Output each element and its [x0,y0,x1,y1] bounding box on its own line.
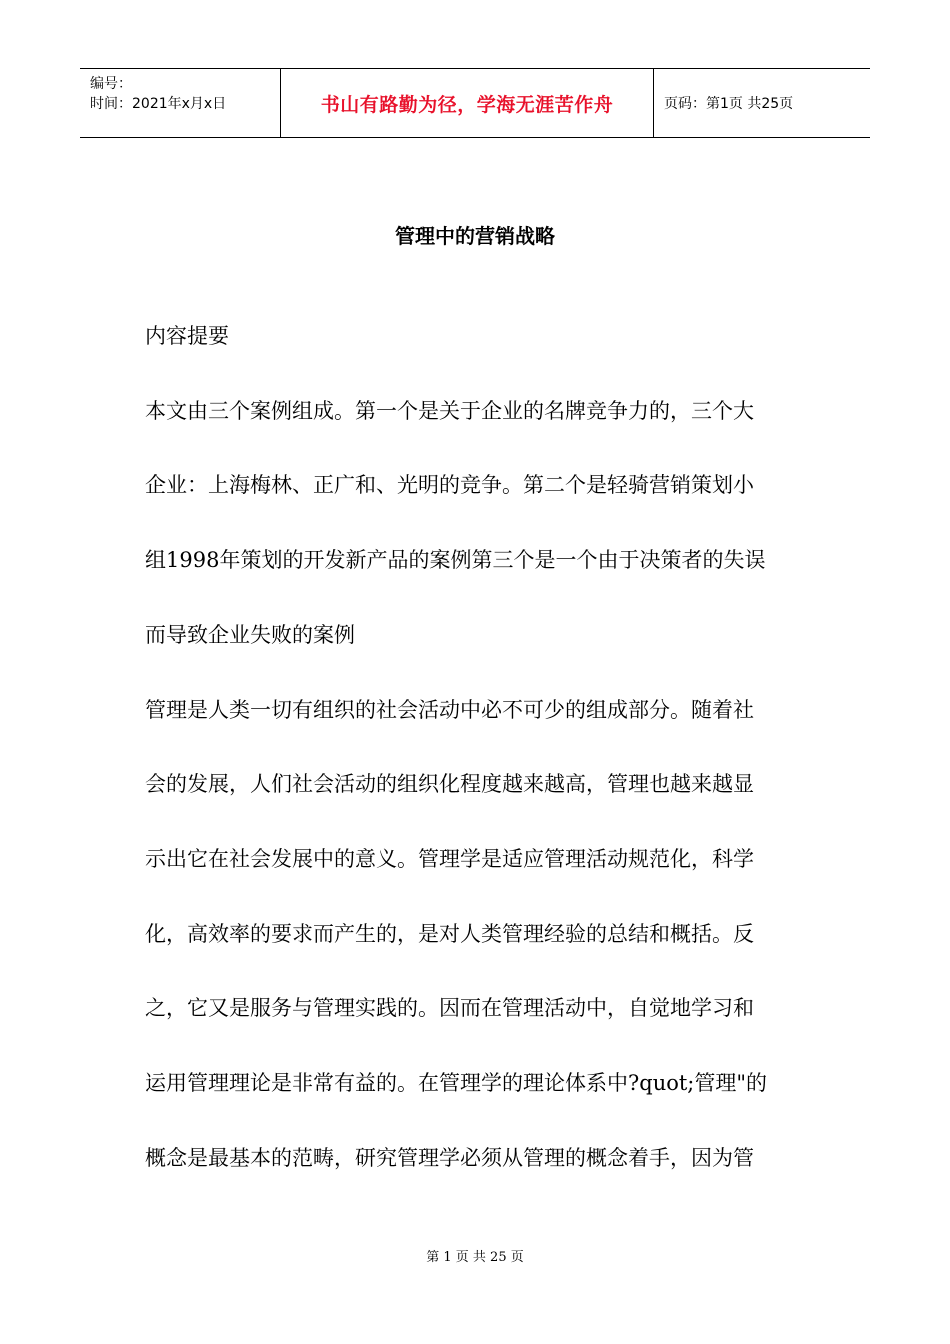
serial-number-label: 编号： [90,76,132,92]
body-line: 概念是最基本的范畴，研究管理学必须从管理的概念着手，因为管 [145,1146,754,1170]
body-line: 企业：上海梅林、正广和、光明的竞争。第二个是轻骑营销策划小 [145,473,754,497]
body-line: 之，它又是服务与管理实践的。因而在管理活动中，自觉地学习和 [145,996,754,1020]
body-line: 化，高效率的要求而产生的，是对人类管理经验的总结和概括。反 [145,922,754,946]
page-header [80,68,870,138]
body-line: 管理是人类一切有组织的社会活动中必不可少的组成部分。随着社 [145,698,754,722]
body-line: 内容提要 [145,324,229,348]
header-motto: 书山有路勤为径，学海无涯苦作舟 [320,93,614,116]
header-middle-cell [281,69,654,137]
body-line: 示出它在社会发展中的意义。管理学是适应管理活动规范化，科学 [145,847,754,871]
body-line: 组1998年策划的开发新产品的案例第三个是一个由于决策者的失误 [145,548,766,572]
header-page-info: 页码：第1页 共25页 [664,96,794,112]
body-line: 运用管理理论是非常有益的。在管理学的理论体系中?quot;管理"的 [145,1071,768,1095]
document-title: 管理中的营销战略 [395,224,555,248]
body-line: 而导致企业失败的案例 [145,623,355,647]
body-line: 会的发展，人们社会活动的组织化程度越来越高，管理也越来越显 [145,772,754,796]
page-footer: 第 1 页 共 25 页 [426,1250,524,1265]
date-label: 时间：2021年x月x日 [90,96,227,112]
header-left-cell [80,69,281,137]
body-line: 本文由三个案例组成。第一个是关于企业的名牌竞争力的，三个大 [145,399,754,423]
header-right-cell [654,69,870,137]
